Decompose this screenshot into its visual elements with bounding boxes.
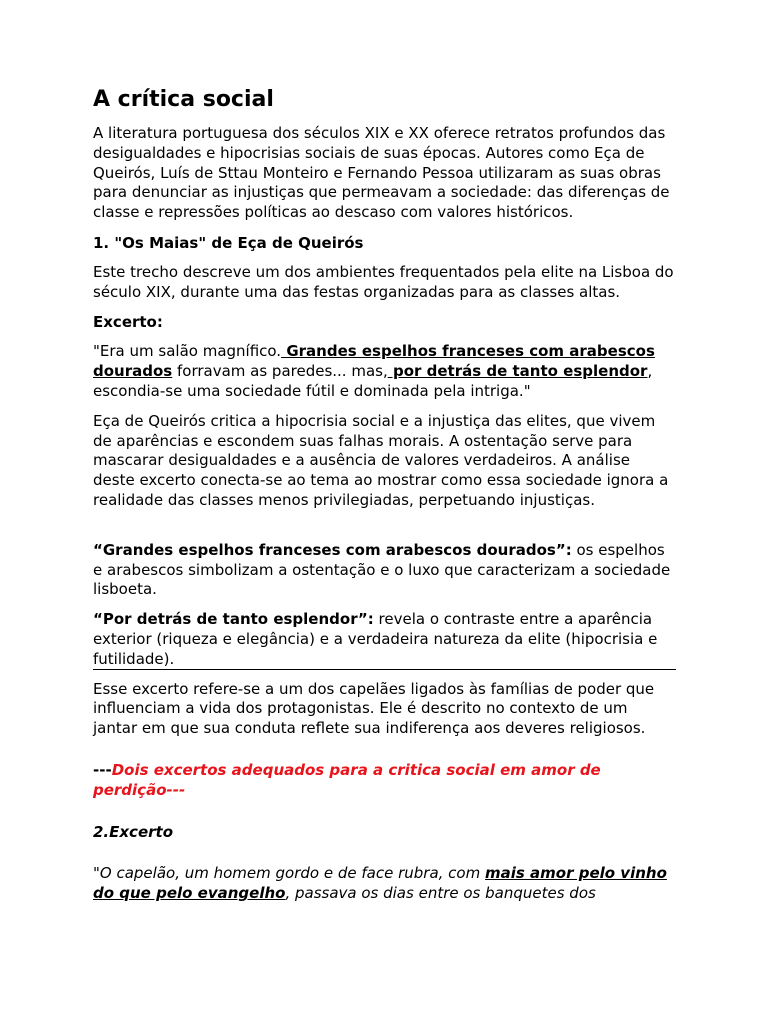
red-heading-prefix: --- [93,760,112,779]
note-term: “Por detrás de tanto esplendor”: [93,610,374,629]
quote-highlight: Grandes espelhos franceses com arabescos dourados [93,342,655,381]
quote-text: , passava os dias entre os banquetes dos [285,884,596,903]
red-heading [93,761,676,801]
note-term: “Grandes espelhos franceses com arabescos dourados”: [93,540,572,559]
intro-paragraph: A literatura portuguesa dos séculos XIX e XX oferece retratos profundos das desigualdades e hipocrisias sociais de suas épocas. Autores como Eça de Queirós, Luís de Sttau Monteiro e Fernando Pessoa utilizaram as suas obras para denunciar as injustiças que permeavam a sociedade: das diferenças de classe e repressões políticas ao descaso com valores históricos. [93,124,670,222]
quote-highlight: por detrás de tanto esplendor [387,362,648,381]
spacer [93,521,676,541]
note-item [93,541,676,600]
horizontal-divider [93,669,676,670]
analysis-paragraph: Eça de Queirós critica a hipocrisia social e a injustiça das elites, que vivem de aparências e escondem suas falhas morais. A ostentação serve para mascarar desigualdades e a ausência de valores verdadeiros. A análise deste excerto conecta-se ao tema ao mostrar como essa sociedade ignora a realidade das classes menos privilegiadas, perpetuando injustiças. [93,411,669,509]
quote-highlight: mais amor pelo vinho do que pelo evangelho [93,864,667,903]
note-item [93,610,676,669]
note-text: os espelhos e arabescos simbolizam a ostentação e o luxo que caracterizam a sociedade lisboeta. [93,540,671,599]
red-heading-text: Dois excertos adequados para a critica social em amor de perdição--- [93,760,601,799]
excerpt-label: Excerto: [93,312,163,331]
note-text: revela o contraste entre a aparência exterior (riqueza e elegância) e a verdadeira natureza da elite (hipocrisia e futilidade). [93,610,658,668]
quote-text: "O capelão, um homem gordo e de face rubra, com [93,864,485,883]
quote-text: , escondia-se uma sociedade fútil e dominada pela intriga." [93,362,653,400]
section-2-heading: 2.Excerto [93,822,173,841]
section-1-description: Este trecho descreve um dos ambientes frequentados pela elite na Lisboa do século XIX, durante uma das festas organizadas para as classes altas. [93,262,674,301]
quote-text: forravam as paredes... mas, [172,362,388,381]
section-1-heading: 1. "Os Maias" de Eça de Queirós [93,233,364,252]
chaplain-intro-paragraph: Esse excerto refere-se a um dos capelães ligados às famílias de poder que influenciam a vida dos protagonistas. Ele é descrito no contexto de um jantar em que sua conduta reflete sua indiferença aos deveres religiosos. [93,679,655,738]
excerpt-quote [93,342,676,401]
quote-text: "Era um salão magnífico. [93,342,282,361]
page-title: A crítica social [93,87,274,112]
section-2-quote [93,864,676,904]
